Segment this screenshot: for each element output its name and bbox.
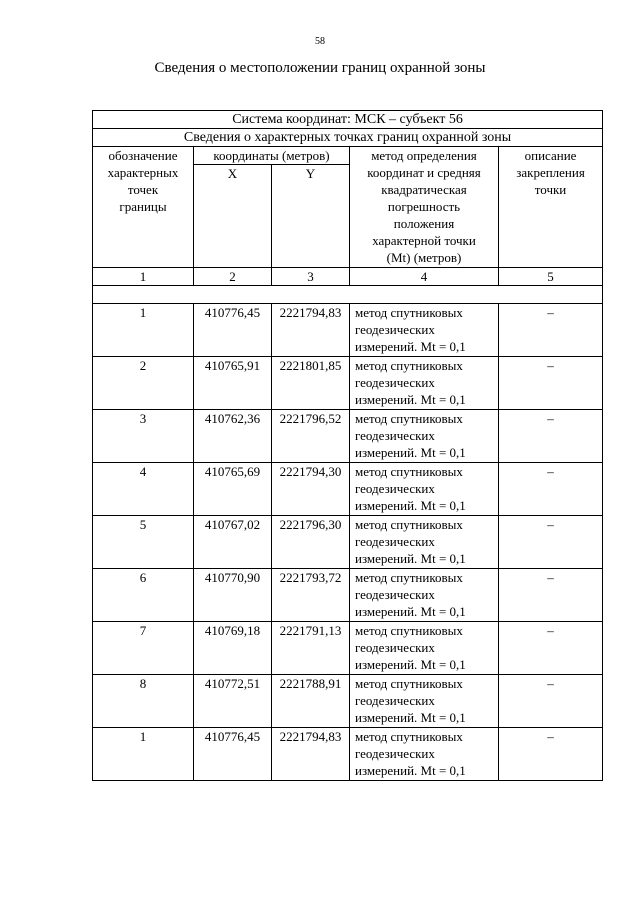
y-coordinate-cell: 2221793,72	[272, 569, 350, 622]
x-coordinate-cell: 410762,36	[194, 410, 272, 463]
table-row	[93, 304, 603, 357]
y-coordinate-cell: 2221796,30	[272, 516, 350, 569]
column-number: 4	[350, 268, 499, 286]
x-coordinate-cell: 410769,18	[194, 622, 272, 675]
fixing-cell: –	[499, 304, 603, 357]
section-label: Сведения о характерных точках границ охранной зоны	[93, 129, 603, 147]
method-cell: метод спутниковых геодезических измерений. Mt = 0,1	[350, 410, 499, 463]
column-number: 1	[93, 268, 194, 286]
x-coordinate-cell: 410770,90	[194, 569, 272, 622]
table-row	[93, 410, 603, 463]
fixing-cell: –	[499, 357, 603, 410]
fixing-cell: –	[499, 728, 603, 781]
table-row	[93, 728, 603, 781]
x-coordinate-cell: 410772,51	[194, 675, 272, 728]
header-coordinates: координаты (метров)	[194, 147, 350, 165]
fixing-cell: –	[499, 622, 603, 675]
fixing-cell: –	[499, 463, 603, 516]
method-cell: метод спутниковых геодезических измерений. Mt = 0,1	[350, 569, 499, 622]
point-cell: 5	[93, 516, 194, 569]
method-cell: метод спутниковых геодезических измерений. Mt = 0,1	[350, 463, 499, 516]
fixing-cell: –	[499, 516, 603, 569]
point-cell: 2	[93, 357, 194, 410]
x-coordinate-cell: 410765,69	[194, 463, 272, 516]
point-cell: 3	[93, 410, 194, 463]
y-coordinate-cell: 2221801,85	[272, 357, 350, 410]
header-fixing: описание закрепления точки	[499, 147, 603, 268]
section-row	[93, 129, 603, 147]
point-cell: 4	[93, 463, 194, 516]
method-cell: метод спутниковых геодезических измерений. Mt = 0,1	[350, 675, 499, 728]
y-coordinate-cell: 2221788,91	[272, 675, 350, 728]
column-number: 2	[194, 268, 272, 286]
x-coordinate-cell: 410765,91	[194, 357, 272, 410]
header-x: X	[194, 165, 272, 268]
point-cell: 1	[93, 728, 194, 781]
method-cell: метод спутниковых геодезических измерений. Mt = 0,1	[350, 728, 499, 781]
fixing-cell: –	[499, 569, 603, 622]
point-cell: 8	[93, 675, 194, 728]
table-row	[93, 516, 603, 569]
blank-row	[93, 286, 603, 304]
method-cell: метод спутниковых геодезических измерений. Mt = 0,1	[350, 516, 499, 569]
table-row	[93, 675, 603, 728]
coordinate-system-row	[93, 111, 603, 129]
method-cell: метод спутниковых геодезических измерений. Mt = 0,1	[350, 622, 499, 675]
document-title: Сведения о местоположении границ охранной зоны	[154, 60, 486, 76]
y-coordinate-cell: 2221794,83	[272, 728, 350, 781]
point-cell: 7	[93, 622, 194, 675]
y-coordinate-cell: 2221796,52	[272, 410, 350, 463]
header-point: обозначение характерных точек границы	[93, 147, 194, 268]
table-row	[93, 622, 603, 675]
page-number: 58	[315, 36, 325, 47]
table-row	[93, 463, 603, 516]
column-number: 5	[499, 268, 603, 286]
fixing-cell: –	[499, 410, 603, 463]
boundary-points-table	[92, 110, 603, 781]
blank-cell	[93, 286, 603, 304]
coordinate-system-label: Система координат: МСК – субъект 56	[93, 111, 603, 129]
table-row	[93, 569, 603, 622]
fixing-cell: –	[499, 675, 603, 728]
y-coordinate-cell: 2221791,13	[272, 622, 350, 675]
column-number: 3	[272, 268, 350, 286]
header-row	[93, 147, 603, 165]
header-y: Y	[272, 165, 350, 268]
method-cell: метод спутниковых геодезических измерений. Mt = 0,1	[350, 304, 499, 357]
table-row	[93, 357, 603, 410]
column-number-row	[93, 268, 603, 286]
y-coordinate-cell: 2221794,30	[272, 463, 350, 516]
point-cell: 1	[93, 304, 194, 357]
method-cell: метод спутниковых геодезических измерений. Mt = 0,1	[350, 357, 499, 410]
x-coordinate-cell: 410767,02	[194, 516, 272, 569]
x-coordinate-cell: 410776,45	[194, 728, 272, 781]
y-coordinate-cell: 2221794,83	[272, 304, 350, 357]
point-cell: 6	[93, 569, 194, 622]
header-method: метод определения координат и средняя квадратическая погрешность положения характерной точки (Mt) (метров)	[350, 147, 499, 268]
x-coordinate-cell: 410776,45	[194, 304, 272, 357]
